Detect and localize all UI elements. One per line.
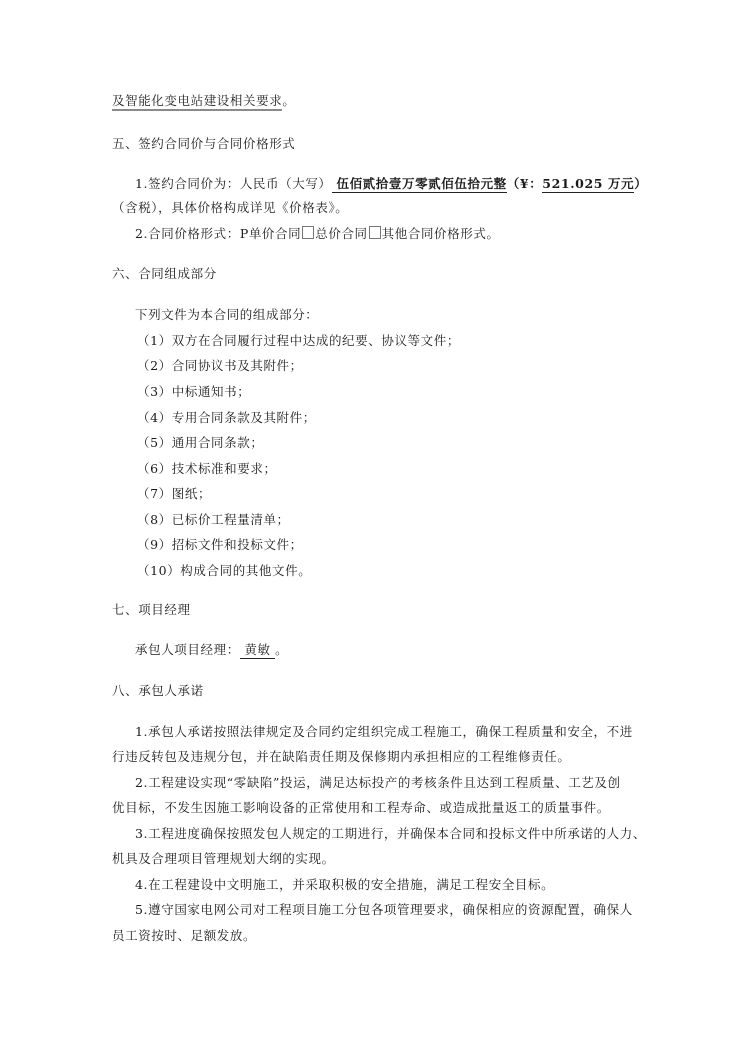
list-item: （5）通用合同条款； [137, 435, 264, 450]
intro-period: 。 [282, 93, 296, 108]
lump-sum-checkbox[interactable] [302, 226, 314, 239]
contract-price-label: 1.签约合同价为：人民币（大写） [135, 176, 332, 191]
contract-price-line [135, 176, 647, 192]
list-item: （4）专用合同条款及其附件； [137, 410, 316, 425]
section7-heading: 七、项目经理 [112, 602, 191, 617]
section6-intro: 下列文件为本合同的组成部分： [135, 307, 319, 322]
lump-sum-label: 总价合同 [315, 226, 368, 241]
price-form-label: 2.合同价格形式：P单价合同 [135, 226, 302, 241]
list-item: （8）已标价工程量清单； [137, 512, 290, 527]
contract-price-words: 伍佰贰拾壹万零贰佰伍拾元整 [332, 176, 507, 193]
other-form-label: 其他合同价格形式。 [381, 226, 500, 241]
project-manager-line [135, 642, 288, 658]
commitment-line: 3.工程进度确保按照发包人规定的工期进行，并确保本合同和投标文件中所承诺的人力、 [135, 826, 646, 841]
commitment-line: 行违反转包及违规分包，并在缺陷责任期及保修期内承担相应的工程维修责任。 [112, 749, 571, 764]
project-manager-period: 。 [275, 642, 289, 657]
list-item: （1）双方在合同履行过程中达成的纪要、协议等文件； [137, 333, 460, 348]
list-item: （6）技术标准和要求； [137, 461, 277, 476]
commitment-line: 4.在工程建设中文明施工，并采取积极的安全措施，满足工程安全目标。 [135, 877, 555, 892]
list-item: （10）构成合同的其他文件。 [137, 563, 312, 578]
list-item: （7）图纸； [137, 486, 212, 501]
list-item: （3）中标通知书； [137, 384, 251, 399]
commitment-line: 5.遵守国家电网公司对工程项目施工分包各项管理要求，确保相应的资源配置，确保人 [135, 902, 633, 917]
list-item: （9）招标文件和投标文件； [137, 537, 303, 552]
section8-heading: 八、承包人承诺 [112, 683, 204, 698]
intro-underlined-text: 及智能化变电站建设相关要求 [112, 93, 282, 111]
list-item: （2）合同协议书及其附件； [137, 358, 303, 373]
commitment-line: 2.工程建设实现“零缺陷”投运，满足达标投产的考核条件且达到工程质量、工艺及创 [135, 775, 621, 790]
price-form-line [135, 226, 500, 242]
project-manager-name: 黄敏 [240, 642, 275, 659]
intro-paragraph [112, 93, 295, 109]
other-form-checkbox[interactable] [369, 226, 381, 239]
contract-price-number: 521.025 万元 [542, 176, 635, 191]
contract-price-close: ） [634, 176, 648, 191]
project-manager-label: 承包人项目经理： [135, 642, 240, 657]
commitment-line: 1.承包人承诺按照法律规定及合同约定组织完成工程施工，确保工程质量和安全，不进 [135, 724, 633, 739]
contract-price-open: （¥： [506, 176, 543, 191]
commitment-line: 员工资按时、足额发放。 [112, 928, 257, 943]
section6-heading: 六、合同组成部分 [112, 266, 217, 281]
commitment-line: 机具及合理项目管理规划大纲的实现。 [112, 851, 335, 866]
commitment-line: 优目标，不发生因施工影响设备的正常使用和工程寿命、或造成批量返工的质量事件。 [112, 800, 610, 815]
contract-price-continuation: （含税），具体价格构成详见《价格表》。 [112, 200, 349, 215]
section5-heading: 五、签约合同价与合同价格形式 [112, 136, 296, 151]
